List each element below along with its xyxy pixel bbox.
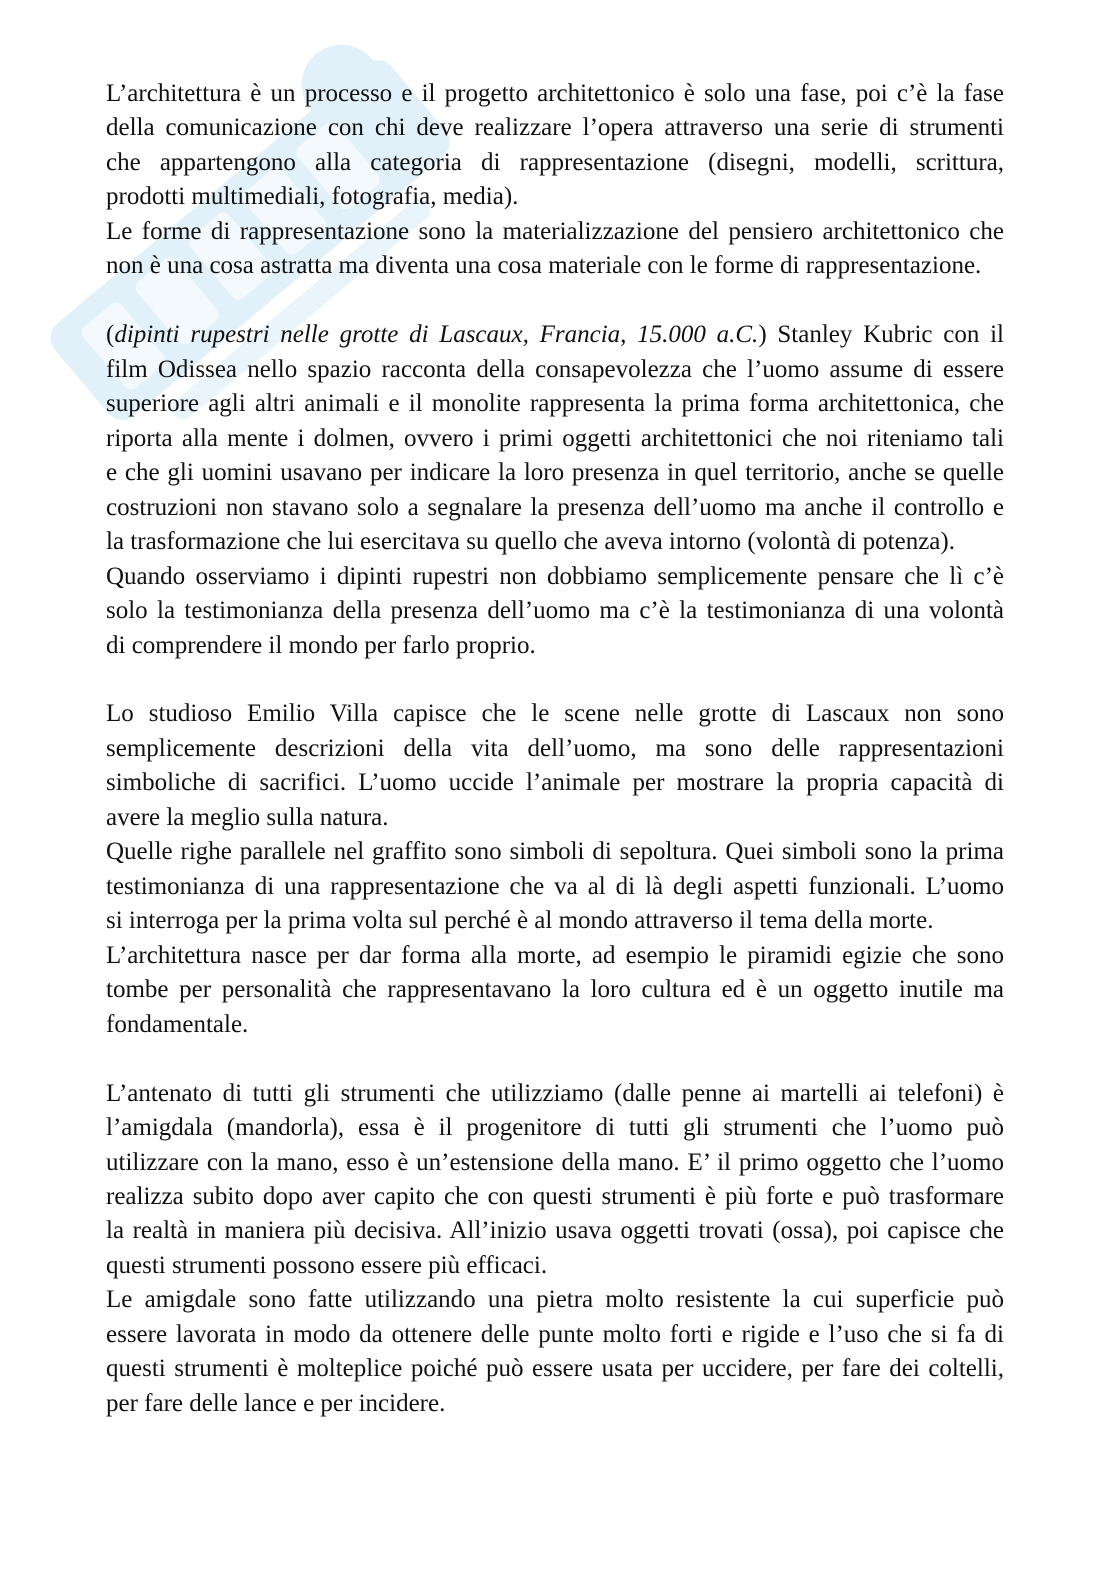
text-line: Quelle righe parallele nel graffito sono simboli di sepoltura. Quei simboli sono la prima	[106, 838, 1004, 866]
text-line: per fare delle lance e per incidere.	[106, 1389, 446, 1417]
text-line: di comprendere il mondo per farlo proprio.	[106, 631, 536, 659]
paragraph	[106, 697, 1004, 835]
paragraph	[106, 215, 1004, 284]
text-line: questi strumenti è molteplice poiché può essere usata per uccidere, per fare dei coltelli,	[106, 1355, 1004, 1383]
text-line: avere la meglio sulla natura.	[106, 803, 389, 831]
text-line: realizza subito dopo aver capito che con questi strumenti è più forte e può trasformare	[106, 1183, 1004, 1210]
paragraph	[106, 318, 1004, 559]
text-line: L’antenato di tutti gli strumenti che utilizziamo (dalle penne ai martelli ai telefoni) è	[106, 1079, 1004, 1107]
text-line: Lo studioso Emilio Villa capisce che le scene nelle grotte di Lascaux non sono	[106, 700, 1004, 728]
text-line: essere lavorata in modo da ottenere delle punte molto forti e rigide e l’uso che si fa di	[106, 1320, 1004, 1348]
text-line: Quando osserviamo i dipinti rupestri non dobbiamo semplicemente pensare che lì c’è	[106, 562, 1004, 590]
text-line: utilizzare con la mano, esso è un’estensione della mano. E’ il primo oggetto che l’uomo	[106, 1148, 1004, 1176]
line-rest: ) Stanley Kubric con il	[758, 321, 1004, 349]
text-line: Le amigdale sono fatte utilizzando una pietra molto resistente la cui superficie può	[106, 1286, 1004, 1314]
text-line: solo la testimonianza della presenza dell’uomo ma c’è la testimonianza di una volontà	[106, 597, 1004, 625]
text-line: L’architettura è un processo e il progetto architettonico è solo una fase, poi c’è la fase	[106, 80, 1004, 107]
text-line: film Odissea nello spazio racconta della consapevolezza che l’uomo assume di essere	[106, 355, 1004, 383]
text-line: l’amigdala (mandorla), essa è il progenitore di tutti gli strumenti che l’uomo può	[106, 1114, 1004, 1142]
text-line: la realtà in maniera più decisiva. All’inizio usava oggetti trovati (ossa), poi capisce che	[106, 1217, 1004, 1245]
text-line: si interroga per la prima volta sul perché è al mondo attraverso il tema della morte.	[106, 907, 934, 935]
text-line: tombe per personalità che rappresentavano la loro cultura ed è un oggetto inutile ma	[106, 976, 1004, 1004]
text-line: che appartengono alla categoria di rappresentazione (disegni, modelli, scrittura,	[106, 148, 1004, 176]
open-parenthesis: (	[106, 321, 115, 349]
text-line: simboliche di sacrifici. L’uomo uccide l’animale per mostrare la propria capacità di	[106, 769, 1004, 797]
paragraph	[106, 939, 1004, 1042]
text-line: semplicemente descrizioni della vita dell’uomo, ma sono delle rappresentazioni	[106, 734, 1004, 762]
text-line: L’architettura nasce per dar forma alla morte, ad esempio le piramidi egizie che sono	[106, 941, 1004, 969]
text-line: e che gli uomini usavano per indicare la loro presenza in quel territorio, anche se quelle	[106, 459, 1004, 487]
paragraph	[106, 1283, 1004, 1421]
paragraph	[106, 77, 1004, 215]
text-line: costruzioni non stavano solo a segnalare la presenza dell’uomo ma anche il controllo e	[106, 493, 1004, 521]
paragraph	[106, 560, 1004, 663]
text-line: riporta alla mente i dolmen, ovvero i primi oggetti architettonici che noi riteniamo tali	[106, 424, 1004, 452]
text-line: fondamentale.	[106, 1010, 249, 1038]
text-line: testimonianza di una rappresentazione che va al di là degli aspetti funzionali. L’uomo	[106, 872, 1004, 900]
paragraph	[106, 835, 1004, 938]
text-line: Le forme di rappresentazione sono la materializzazione del pensiero architettonico che	[106, 217, 1004, 245]
body-text	[106, 77, 1004, 1421]
italic-caption: dipinti rupestri nelle grotte di Lascaux, Francia, 15.000 a.C.	[114, 321, 759, 349]
text-line: non è una cosa astratta ma diventa una cosa materiale con le forme di rappresentazione.	[106, 252, 982, 280]
text-line	[106, 318, 1004, 352]
text-line: della comunicazione con chi deve realizzare l’opera attraverso una serie di strumenti	[106, 114, 1004, 142]
text-line: prodotti multimediali, fotografia, media).	[106, 183, 519, 211]
text-line: questi strumenti possono essere più efficaci.	[106, 1251, 548, 1279]
text-line: la trasformazione che lui esercitava su quello che aveva intorno (volontà di potenza).	[106, 528, 955, 556]
text-line: superiore agli altri animali e il monolite rappresenta la prima forma architettonica, che	[106, 390, 1004, 418]
paragraph	[106, 1077, 1004, 1284]
